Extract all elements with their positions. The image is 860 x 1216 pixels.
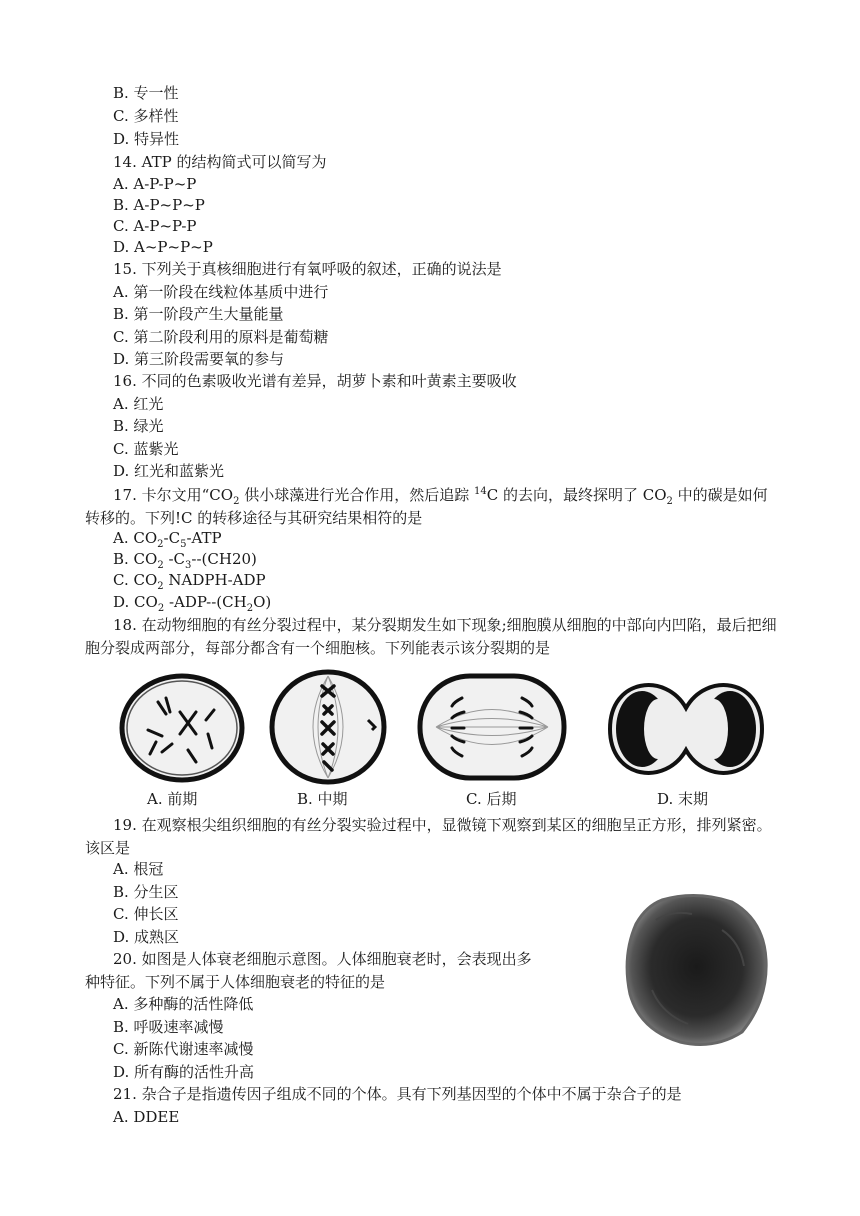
q17-option-a: A. $CO_2-C_5$-ATP — [113, 529, 222, 550]
metaphase-caption: B. 中期 — [297, 790, 348, 808]
q14-option-a: A. A-P-P~P — [113, 175, 197, 193]
q16-option-d: D. 红光和蓝紫光 — [113, 462, 225, 480]
q15-option-b: B. 第一阶段产生大量能量 — [113, 305, 284, 323]
prophase-cell-image — [118, 672, 246, 784]
prophase-caption: A. 前期 — [147, 790, 198, 808]
q21-option-a: A. DDEE — [113, 1108, 180, 1126]
q16-option-b: B. 绿光 — [113, 417, 164, 435]
anaphase-caption: C. 后期 — [466, 790, 517, 808]
q20-option-a: A. 多种酶的活性降低 — [113, 995, 254, 1013]
q20-stem-line2: 种特征。下列不属于人体细胞衰老的特征的是 — [85, 973, 386, 991]
q14-option-c: C. A-P~P-P — [113, 217, 197, 235]
q17-option-b: B. $CO_2$ $-C_3--(CH20)$ — [113, 550, 257, 571]
q15-option-c: C. 第二阶段利用的原料是葡萄糖 — [113, 328, 329, 346]
q19-option-d: D. 成熟区 — [113, 928, 180, 946]
q19-option-c: C. 伸长区 — [113, 905, 179, 923]
q15-option-a: A. 第一阶段在线粒体基质中进行 — [113, 283, 329, 301]
q13-option-d: D. 特异性 — [113, 130, 180, 148]
q19-option-b: B. 分生区 — [113, 883, 179, 901]
q20-option-d: D. 所有酶的活性升高 — [113, 1063, 255, 1081]
q20-option-b: B. 呼吸速率减慢 — [113, 1018, 224, 1036]
q15-stem: 15. 下列关于真核细胞进行有氧呼吸的叙述，正确的说法是 — [113, 260, 502, 278]
q21-stem: 21. 杂合子是指遗传因子组成不同的个体。具有下列基因型的个体中不属于杂合子的是 — [113, 1085, 682, 1103]
q20-option-c: C. 新陈代谢速率减慢 — [113, 1040, 254, 1058]
q17-stem: 17. 卡尔文用“$CO_2$ 供小球藻进行光合作用，然后追踪 $^{14}$C 的去向，最终探明了 $CO_2$ 中的碳是如何转移的。下列!C 的转移途径与其研究结果相符的是 — [85, 486, 768, 527]
q13-option-c: C. 多样性 — [113, 107, 179, 125]
q15-option-d: D. 第三阶段需要氧的参与 — [113, 350, 285, 368]
q18-stem: 18. 在动物细胞的有丝分裂过程中，某分裂期发生如下现象;细胞膜从细胞的中部向内凹陷，最后把细胞分裂成两部分，每部分都含有一个细胞核。下列能表示该分裂期的是 — [85, 616, 777, 657]
q14-stem: 14. ATP 的结构简式可以简写为 — [113, 153, 327, 171]
q20-stem-line1: 20. 如图是人体衰老细胞示意图。人体细胞衰老时，会表现出多 — [113, 950, 532, 968]
q16-stem: 16. 不同的色素吸收光谱有差异，胡萝卜素和叶黄素主要吸收 — [113, 372, 517, 390]
q19-stem: 19. 在观察根尖组织细胞的有丝分裂实验过程中，显微镜下观察到某区的细胞呈正方形，排列紧密。该区是 — [85, 816, 772, 857]
q19-option-a: A. 根冠 — [113, 860, 164, 878]
telophase-cell-image — [606, 678, 766, 780]
senescent-cell-image — [622, 890, 770, 1050]
q13-option-b: B. 专一性 — [113, 84, 179, 102]
anaphase-cell-image — [416, 672, 568, 782]
q16-option-c: C. 蓝紫光 — [113, 440, 179, 458]
metaphase-cell-image — [268, 668, 388, 786]
q17-option-d: D. $CO_2$ $-ADP--(CH_2O)$ — [113, 593, 272, 614]
q17-option-c: C. $CO_2$ NADPH-ADP — [113, 571, 266, 592]
q14-option-d: D. A~P~P~P — [113, 238, 213, 256]
q16-option-a: A. 红光 — [113, 395, 164, 413]
telophase-caption: D. 末期 — [657, 790, 709, 808]
q14-option-b: B. A-P~P~P — [113, 196, 205, 214]
